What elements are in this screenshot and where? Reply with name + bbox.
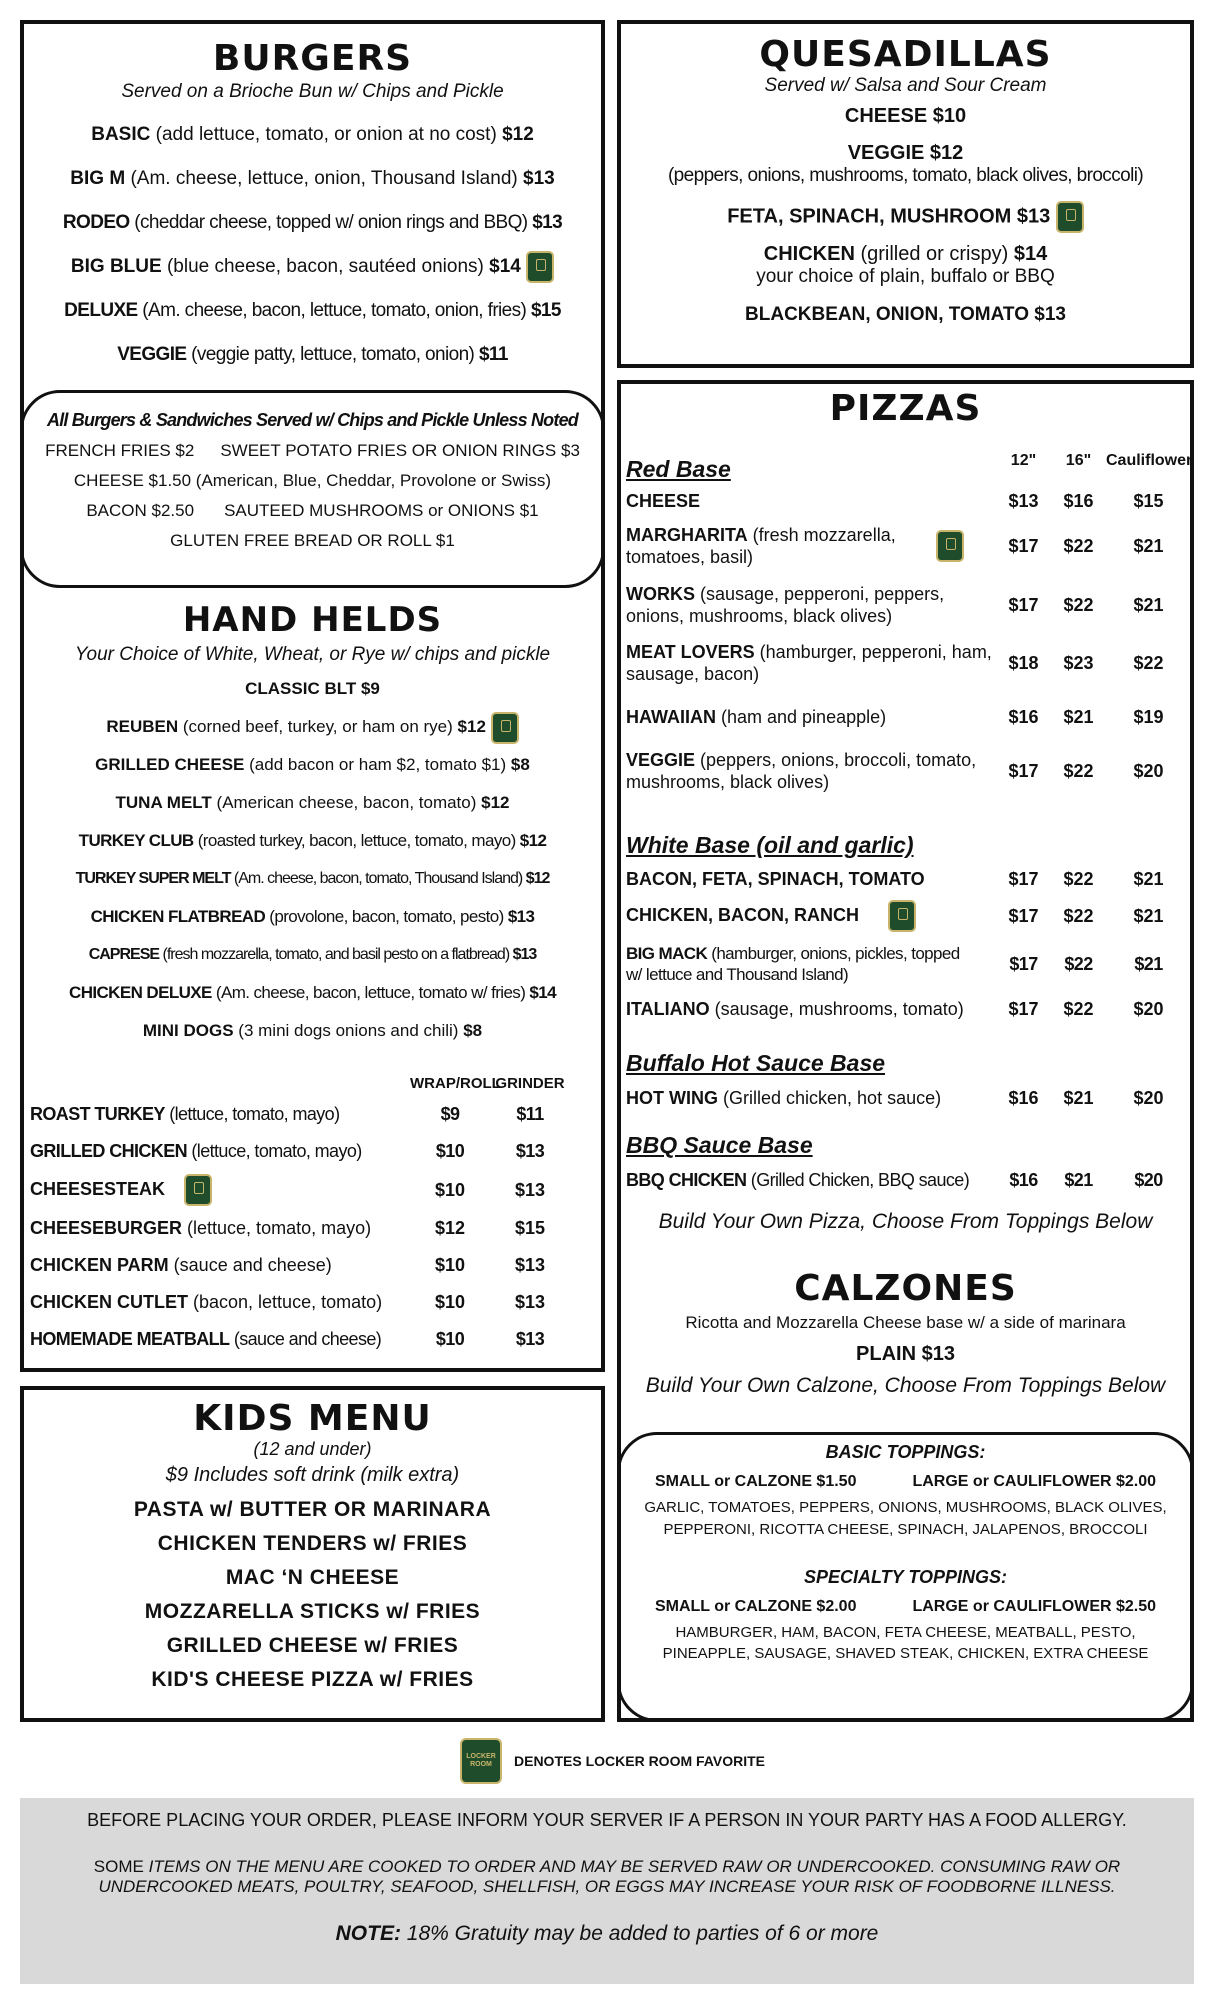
pizza-row: CHICKEN, BACON, RANCH $17 $22 $21 bbox=[626, 896, 1191, 936]
gratuity-note: NOTE: 18% Gratuity may be added to parties of 6 or more bbox=[335, 1922, 879, 1946]
menu-item: MINI DOGS (3 mini dogs onions and chili) $8 bbox=[142, 1021, 483, 1040]
menu-item: CHICKEN DELUXE (Am. cheese, bacon, lettuce, tomato w/ fries) $14 bbox=[69, 983, 556, 1002]
kids-item: GRILLED CHEESE w/ FRIES bbox=[166, 1634, 459, 1657]
legend bbox=[460, 1738, 765, 1784]
menu-item: BIG BLUE (blue cheese, bacon, sautéed onions) $14 bbox=[24, 245, 601, 289]
quesadillas-subtitle: Served w/ Salsa and Sour Cream bbox=[764, 75, 1047, 96]
grinder-header: GRINDER bbox=[495, 1074, 565, 1092]
table-row: CHICKEN CUTLET (bacon, lettuce, tomato) $10 $13 bbox=[30, 1292, 546, 1312]
locker-room-badge-icon bbox=[1056, 201, 1084, 233]
quesadilla-chicken: CHICKEN (grilled or crispy) $14 bbox=[763, 243, 1048, 265]
calzone-plain: PLAIN $13 bbox=[856, 1343, 955, 1365]
table-row: ROAST TURKEY (lettuce, tomato, mayo) $9 $11 bbox=[30, 1104, 544, 1124]
table-row: GRILLED CHICKEN (lettuce, tomato, mayo) $10 $13 bbox=[30, 1141, 545, 1161]
menu-item: VEGGIE (veggie patty, lettuce, tomato, onion) $11 bbox=[117, 344, 508, 365]
buffalo-base-heading: Buffalo Hot Sauce Base bbox=[626, 1050, 886, 1076]
table-row: CHEESEBURGER (lettuce, tomato, mayo) $12 $15 bbox=[30, 1218, 546, 1238]
menu-item: BASIC (add lettuce, tomato, or onion at no cost) $12 bbox=[91, 124, 534, 145]
locker-room-badge-icon bbox=[936, 530, 964, 562]
pizza-row: MEAT LOVERS (hamburger, pepperoni, ham, sausage, bacon) $18 $23 $22 bbox=[626, 641, 1164, 684]
quesadilla-chicken-note: your choice of plain, buffalo or BBQ bbox=[756, 266, 1055, 287]
pizza-header-row bbox=[626, 452, 1191, 486]
locker-room-badge-icon bbox=[184, 1174, 212, 1206]
basic-toppings-prices: SMALL or CALZONE $1.50 LARGE or CAULIFLOWER $2.00 bbox=[654, 1473, 1157, 1490]
pizza-row: BIG MACK (hamburger, onions, pickles, topped w/ lettuce and Thousand Island) $17 $22 $21 bbox=[626, 943, 1163, 984]
calzones-title: CALZONES bbox=[794, 1268, 1017, 1309]
quesadilla-veggie: VEGGIE $12 bbox=[847, 142, 964, 164]
menu-item: DELUXE (Am. cheese, bacon, lettuce, tomato, onion, fries) $15 bbox=[64, 300, 561, 321]
burgers-title: BURGERS bbox=[212, 38, 413, 79]
col-12-header: 12" bbox=[1010, 452, 1037, 469]
locker-room-logo: LOCKER ROOM bbox=[460, 1738, 502, 1784]
menu-item: CHICKEN FLATBREAD (provolone, bacon, tomato, pesto) $13 bbox=[90, 907, 535, 926]
pizza-row: BBQ CHICKEN (Grilled Chicken, BBQ sauce) $16 $21 $20 bbox=[626, 1169, 1163, 1190]
white-base-heading: White Base (oil and garlic) bbox=[626, 832, 914, 858]
red-base-heading: Red Base bbox=[626, 455, 731, 482]
pizza-row: CHEESE $13 $16 $15 bbox=[626, 490, 1164, 511]
quesadilla-cheese: CHEESE $10 bbox=[844, 105, 967, 127]
pizza-build-note: Build Your Own Pizza, Choose From Toppings Below bbox=[658, 1210, 1153, 1233]
handhelds-title: HAND HELDS bbox=[182, 600, 443, 640]
wrap-header-row bbox=[30, 1070, 590, 1096]
menu-item: REUBEN (corned beef, turkey, or ham on rye) $12 bbox=[24, 708, 601, 746]
specialty-toppings-list: HAMBURGER, HAM, BACON, FETA CHEESE, MEATBALL, PESTO, PINEAPPLE, SAUSAGE, SHAVED STEAK, CHICKEN, EXTRA CHEESE bbox=[662, 1623, 1149, 1663]
menu-item: TURKEY CLUB (roasted turkey, bacon, lettuce, tomato, mayo) $12 bbox=[78, 831, 547, 850]
menu-item: BIG M (Am. cheese, lettuce, onion, Thousand Island) $13 bbox=[70, 168, 555, 189]
table-row: HOMEMADE MEATBALL (sauce and cheese) $10 $13 bbox=[30, 1329, 545, 1349]
legend-text: DENOTES LOCKER ROOM FAVORITE bbox=[514, 1753, 765, 1769]
locker-room-badge-icon bbox=[888, 900, 916, 932]
locker-room-badge-icon bbox=[491, 712, 519, 744]
calzones-subtitle: Ricotta and Mozzarella Cheese base w/ a side of marinara bbox=[685, 1313, 1126, 1332]
kids-title: KIDS MENU bbox=[193, 1398, 432, 1439]
menu-item: CAPRESE (fresh mozzarella, tomato, and basil pesto on a flatbread) $13 bbox=[88, 946, 537, 963]
kids-item: MAC ‘N CHEESE bbox=[225, 1566, 400, 1589]
basic-toppings-title: BASIC TOPPINGS: bbox=[825, 1442, 986, 1462]
col-16-header: 16" bbox=[1065, 452, 1092, 469]
kids-item: PASTA w/ BUTTER OR MARINARA bbox=[133, 1498, 492, 1521]
pizza-row: ITALIANO (sausage, mushrooms, tomato) $17 $22 $20 bbox=[626, 998, 1164, 1019]
specialty-toppings-prices: SMALL or CALZONE $2.00 LARGE or CAULIFLOWER $2.50 bbox=[654, 1597, 1157, 1615]
allergy-notice: BEFORE PLACING YOUR ORDER, PLEASE INFORM YOUR SERVER IF A PERSON IN YOUR PARTY HAS A FOOD ALLERGY. bbox=[87, 1810, 1127, 1830]
quesadilla-feta: FETA, SPINACH, MUSHROOM $13 bbox=[621, 201, 1190, 233]
kids-item: CHICKEN TENDERS w/ FRIES bbox=[157, 1532, 468, 1555]
pizza-row: BACON, FETA, SPINACH, TOMATO $17 $22 $21 bbox=[626, 868, 1164, 889]
table-row: CHICKEN PARM (sauce and cheese) $10 $13 bbox=[30, 1255, 546, 1275]
menu-item: GRILLED CHEESE (add bacon or ham $2, tomato $1) $8 bbox=[95, 755, 530, 774]
calzone-build-note: Build Your Own Calzone, Choose From Toppings Below bbox=[645, 1374, 1166, 1397]
wrap-roll-header: WRAP/ROLL bbox=[410, 1074, 501, 1092]
sides-line: GLUTEN FREE BREAD OR ROLL $1 bbox=[170, 531, 455, 550]
sides-heading: All Burgers & Sandwiches Served w/ Chips and Pickle Unless Noted bbox=[47, 410, 578, 430]
menu-item: RODEO (cheddar cheese, topped w/ onion rings and BBQ) $13 bbox=[62, 212, 563, 233]
menu-item: CLASSIC BLT $9 bbox=[245, 679, 380, 698]
pizza-row: HOT WING (Grilled chicken, hot sauce) $16 $21 $20 bbox=[626, 1087, 1164, 1108]
pizza-row: MARGHARITA (fresh mozzarella, tomatoes, basil) $17 $22 $21 bbox=[626, 524, 1164, 567]
sides-line: BACON $2.50 SAUTEED MUSHROOMS or ONIONS $1 bbox=[86, 501, 539, 520]
table-row: CHEESESTEAK $10 $13 bbox=[30, 1170, 590, 1210]
sides-line: FRENCH FRIES $2 SWEET POTATO FRIES OR ONION RINGS $3 bbox=[45, 441, 580, 460]
bbq-base-heading: BBQ Sauce Base bbox=[626, 1132, 813, 1158]
pizza-row: HAWAIIAN (ham and pineapple) $16 $21 $19 bbox=[626, 706, 1164, 727]
raw-food-warning: SOME ITEMS ON THE MENU ARE COOKED TO ORDER AND MAY BE SERVED RAW OR UNDERCOOKED. CONSUMING RAW OR UNDERCOOKED MEATS, POULTRY, SEAFOOD, SHELLFISH, OR EGGS MAY INCREASE YOUR RISK OF FOODBORNE ILLNESS. bbox=[93, 1857, 1121, 1896]
pizza-row: VEGGIE (peppers, onions, broccoli, tomato, mushrooms, black olives) $17 $22 $20 bbox=[626, 749, 1164, 792]
pizza-row: WORKS (sausage, pepperoni, peppers, onions, mushrooms, black olives) $17 $22 $21 bbox=[626, 583, 1164, 626]
specialty-toppings-title: SPECIALTY TOPPINGS: bbox=[803, 1566, 1008, 1587]
kids-age: (12 and under) bbox=[253, 1439, 372, 1459]
menu-item: TURKEY SUPER MELT (Am. cheese, bacon, tomato, Thousand Island) $12 bbox=[75, 870, 550, 887]
quesadilla-veggie-desc: (peppers, onions, mushrooms, tomato, black olives, broccoli) bbox=[667, 165, 1144, 186]
kids-item: KID'S CHEESE PIZZA w/ FRIES bbox=[151, 1668, 474, 1691]
menu-item: TUNA MELT (American cheese, bacon, tomato) $12 bbox=[115, 793, 510, 812]
col-cauliflower-header: Cauliflower bbox=[1106, 452, 1193, 469]
kids-note: $9 Includes soft drink (milk extra) bbox=[165, 1464, 460, 1486]
sides-line: CHEESE $1.50 (American, Blue, Cheddar, Provolone or Swiss) bbox=[73, 471, 552, 490]
kids-item: MOZZARELLA STICKS w/ FRIES bbox=[144, 1600, 481, 1623]
pizzas-title: PIZZAS bbox=[829, 388, 982, 429]
burgers-subtitle: Served on a Brioche Bun w/ Chips and Pickle bbox=[121, 81, 504, 102]
quesadilla-blackbean: BLACKBEAN, ONION, TOMATO $13 bbox=[745, 304, 1066, 325]
handhelds-subtitle: Your Choice of White, Wheat, or Rye w/ chips and pickle bbox=[74, 644, 551, 665]
locker-room-badge-icon bbox=[526, 251, 554, 283]
footer-notice bbox=[20, 1798, 1194, 1984]
basic-toppings-list: GARLIC, TOMATOES, PEPPERS, ONIONS, MUSHROOMS, BLACK OLIVES, PEPPERONI, RICOTTA CHEESE, SPINACH, JALAPENOS, BROCCOLI bbox=[644, 1499, 1167, 1538]
quesadillas-title: QUESADILLAS bbox=[759, 34, 1052, 75]
